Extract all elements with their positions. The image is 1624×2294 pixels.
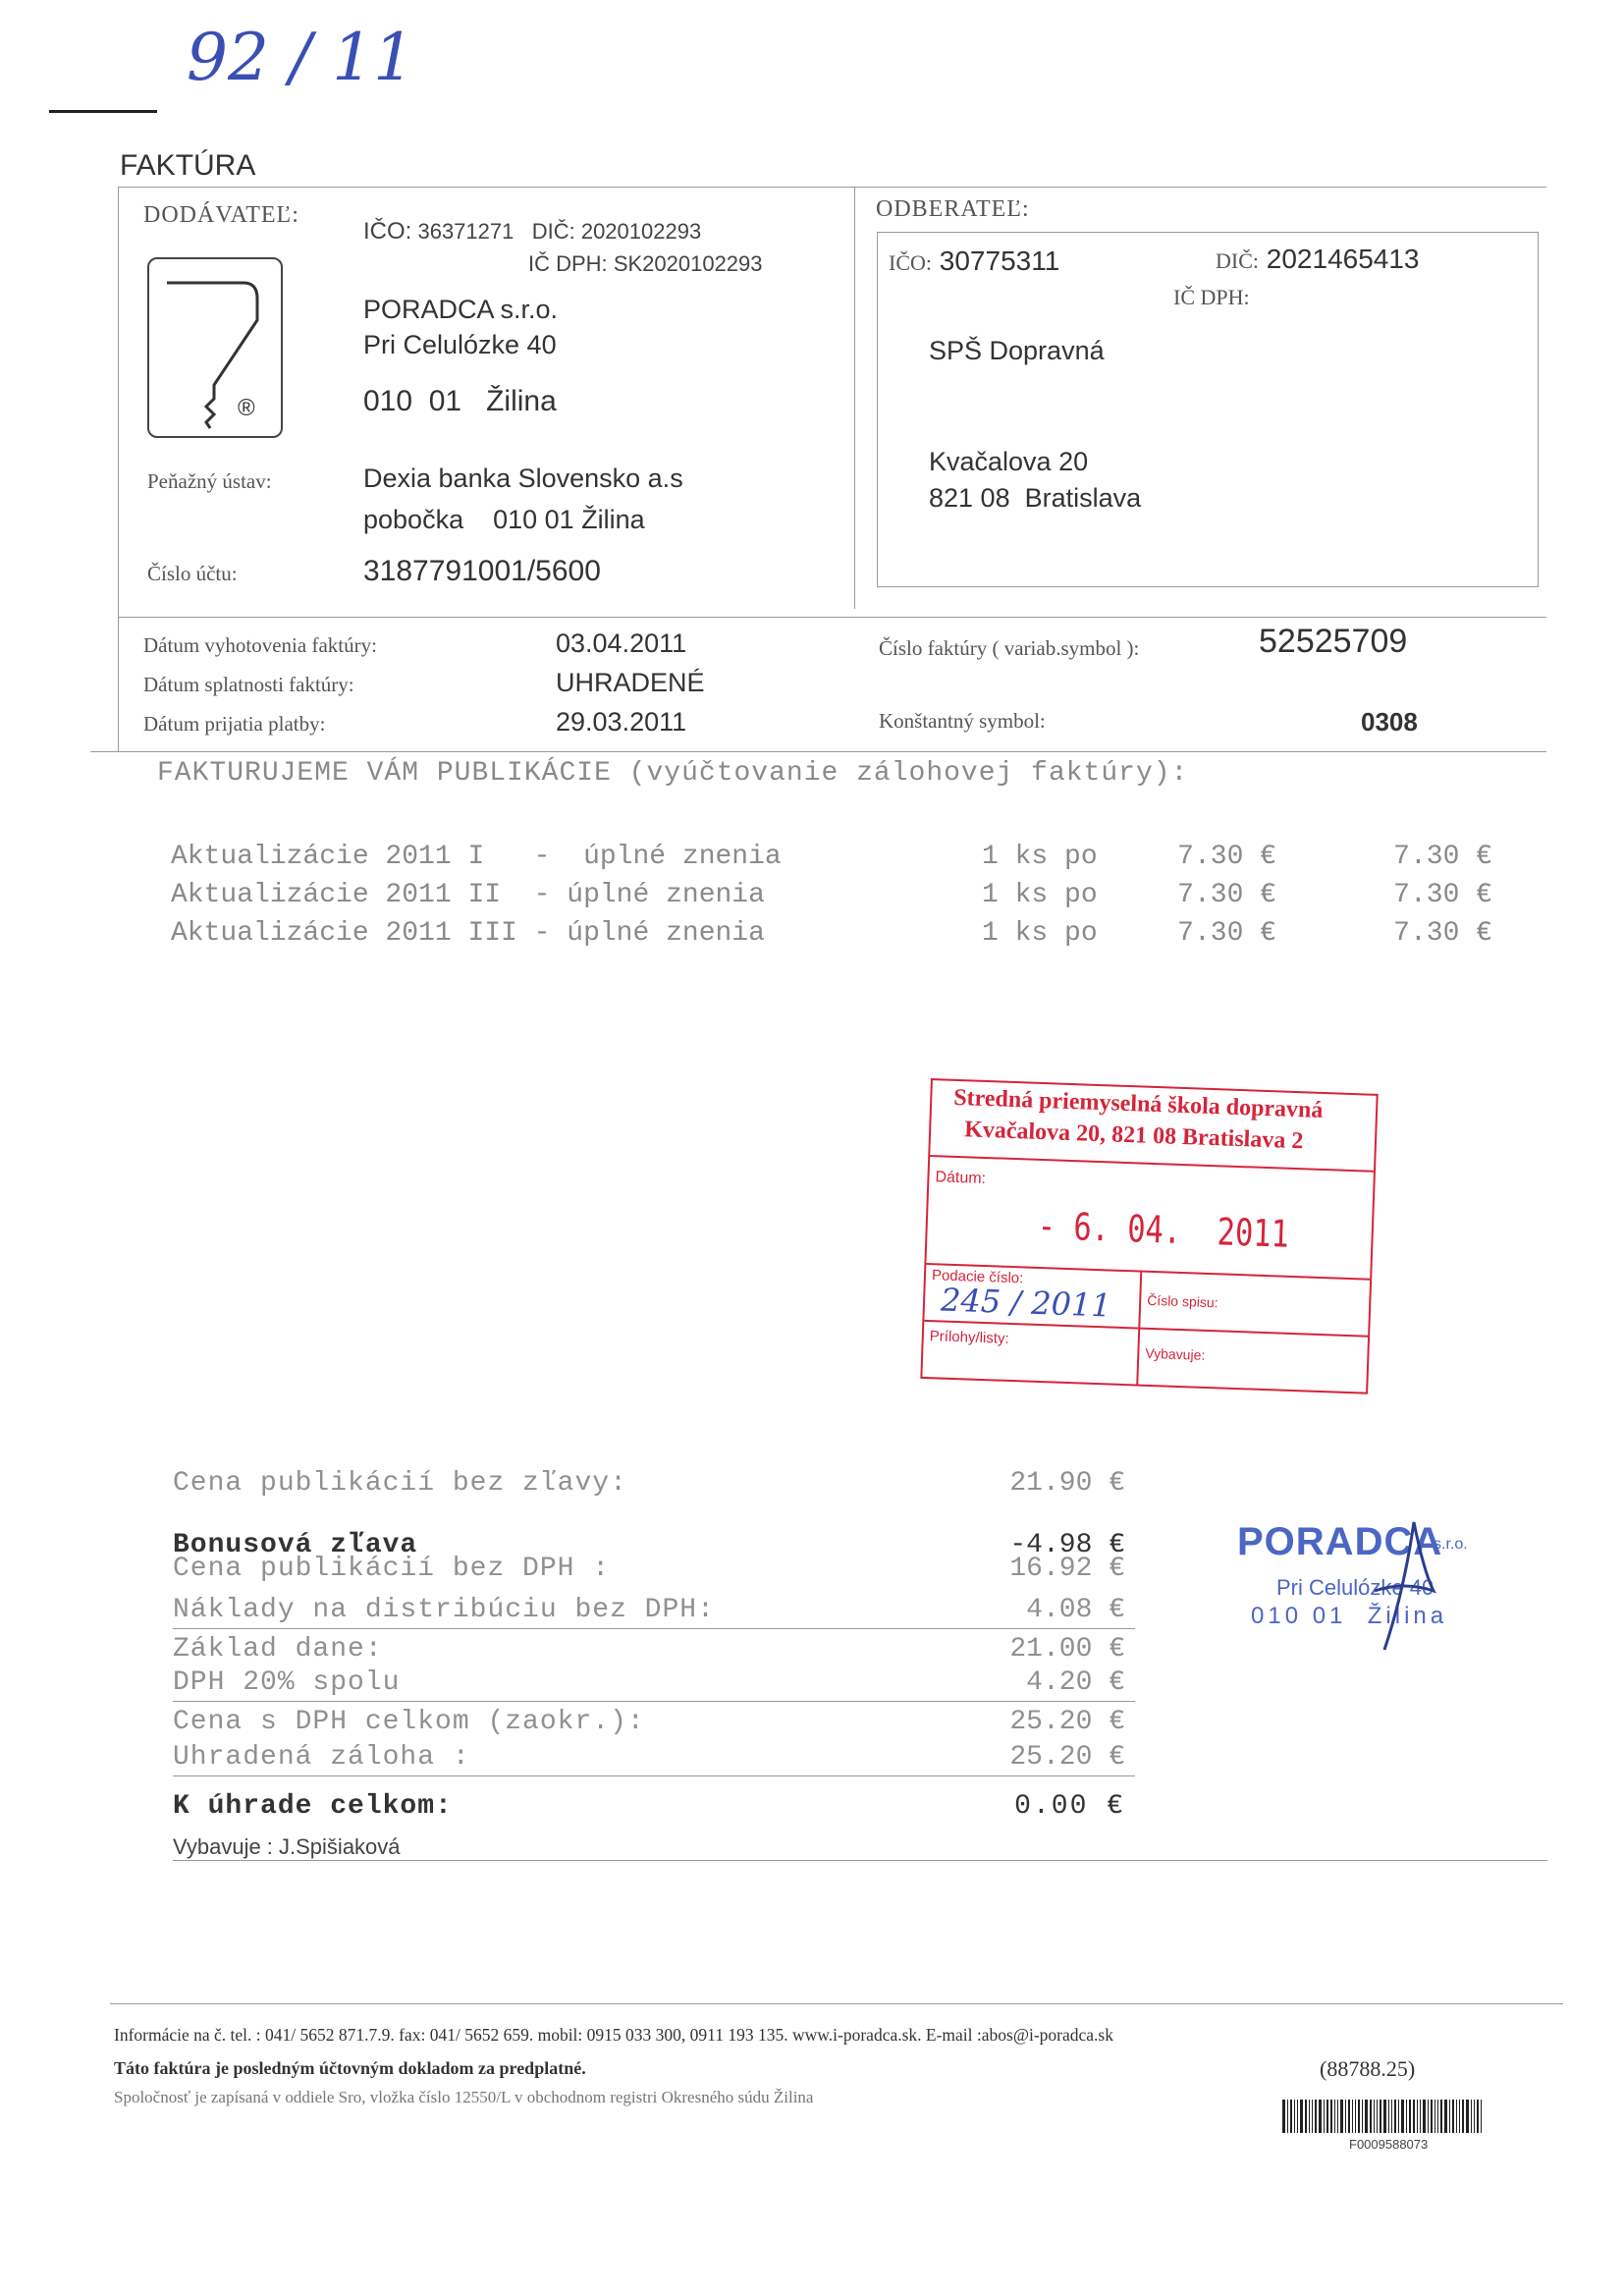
company-stamp-signature bbox=[1345, 1512, 1463, 1660]
barcode-bar bbox=[1459, 2100, 1460, 2133]
stamp-school-name: Stredná priemyselná škola dopravná bbox=[952, 1084, 1324, 1123]
barcode-bar bbox=[1370, 2100, 1372, 2133]
barcode-bar bbox=[1423, 2100, 1426, 2133]
item-unit-price: 7.30 € bbox=[1177, 842, 1276, 872]
supplier-icdph-value: SK2020102293 bbox=[613, 251, 763, 276]
barcode-bar bbox=[1466, 2100, 1469, 2133]
customer-ico-label: IČO: bbox=[889, 250, 932, 275]
barcode-bar bbox=[1282, 2100, 1285, 2133]
summary-label: Cena publikácií bez zľavy: bbox=[173, 1468, 627, 1499]
customer-ico-value: 30775311 bbox=[939, 246, 1060, 276]
supplier-city: 010 01 Žilina bbox=[363, 385, 557, 417]
stamp-prilohy-label: Prílohy/listy: bbox=[929, 1328, 1009, 1347]
company-stamp-street: Pri Celulózke 40 bbox=[1276, 1575, 1435, 1600]
supplier-icdph bbox=[528, 251, 763, 277]
barcode-bar bbox=[1462, 2100, 1464, 2133]
barcode-bar bbox=[1319, 2100, 1322, 2133]
summary-label: Základ dane: bbox=[173, 1634, 383, 1665]
barcode-bar bbox=[1394, 2100, 1396, 2133]
item-quantity: 1 ks po bbox=[982, 842, 1098, 872]
footer-contacts: Informácie na č. tel. : 041/ 5652 871.7.9. fax: 041/ 5652 659. mobil: 0915 033 300, 0911 193 135. www.i-poradca.sk. E-mail :abos@i-poradca.sk bbox=[114, 2025, 1113, 2045]
barcode-bar bbox=[1380, 2100, 1381, 2133]
item-quantity: 1 ks po bbox=[982, 880, 1098, 910]
item-quantity: 1 ks po bbox=[982, 918, 1098, 949]
customer-city: 821 08 Bratislava bbox=[929, 483, 1142, 513]
stamp-date-label: Dátum: bbox=[935, 1169, 987, 1188]
barcode-text: F0009588073 bbox=[1349, 2137, 1429, 2152]
total-label: K úhrade celkom: bbox=[173, 1791, 453, 1822]
barcode-bar bbox=[1428, 2100, 1429, 2133]
barcode-bar bbox=[1456, 2100, 1457, 2133]
stamp-rule-1 bbox=[930, 1155, 1374, 1173]
barcode-bar bbox=[1431, 2100, 1433, 2133]
vybavuje-name: Vybavuje : J.Spišiaková bbox=[173, 1834, 401, 1859]
header-bottom-rule bbox=[118, 617, 1546, 618]
barcode-bar bbox=[1326, 2100, 1328, 2133]
barcode-bar bbox=[1287, 2100, 1288, 2133]
stamp-date: - 6. 04. 2011 bbox=[1037, 1203, 1290, 1256]
barcode-bar bbox=[1345, 2100, 1346, 2133]
barcode-bar bbox=[1305, 2100, 1307, 2133]
supplier-street: Pri Celulózke 40 bbox=[363, 330, 557, 359]
barcode-bar bbox=[1290, 2100, 1292, 2133]
barcode-bar bbox=[1377, 2100, 1378, 2133]
supplier-ico-value: 36371271 bbox=[417, 219, 514, 244]
customer-heading: ODBERATEĽ: bbox=[876, 196, 1030, 222]
footer-register: Spoločnosť je zapísaná v oddiele Sro, vložka číslo 12550/L v obchodnom registri Okresného súdu Žilina bbox=[114, 2088, 814, 2106]
issue-date-label: Dátum vyhotovenia faktúry: bbox=[143, 633, 377, 657]
summary-end-rule bbox=[173, 1860, 1547, 1861]
barcode-bar bbox=[1388, 2100, 1389, 2133]
barcode-bar bbox=[1340, 2100, 1343, 2133]
barcode-bar bbox=[1417, 2100, 1418, 2133]
barcode-bar bbox=[1300, 2100, 1303, 2133]
barcode-bar bbox=[1365, 2100, 1368, 2133]
summary-label: DPH 20% spolu bbox=[173, 1667, 401, 1698]
constant-symbol: 0308 bbox=[1361, 707, 1418, 737]
barcode-bar bbox=[1413, 2100, 1415, 2133]
bank-name: Dexia banka Slovensko a.s bbox=[363, 464, 683, 493]
barcode-bar bbox=[1449, 2100, 1450, 2133]
barcode-bar bbox=[1312, 2100, 1313, 2133]
registered-mark: ® bbox=[238, 395, 255, 421]
barcode-bar bbox=[1440, 2100, 1442, 2133]
invoice-number: 52525709 bbox=[1259, 623, 1408, 660]
barcode-bar bbox=[1391, 2100, 1392, 2133]
barcode-bar bbox=[1355, 2100, 1356, 2133]
item-unit-price: 7.30 € bbox=[1177, 918, 1276, 949]
summary-label: Cena s DPH celkom (zaokr.): bbox=[173, 1707, 645, 1737]
stamp-spis-label: Číslo spisu: bbox=[1146, 1291, 1218, 1311]
customer-dic-label: DIČ: bbox=[1216, 248, 1259, 273]
item-total: 7.30 € bbox=[1393, 842, 1492, 872]
footer-code: (88788.25) bbox=[1320, 2056, 1416, 2081]
barcode-bar bbox=[1477, 2100, 1479, 2133]
header-top-rule bbox=[118, 187, 1546, 188]
poradca-logo bbox=[147, 257, 283, 438]
due-date: UHRADENÉ bbox=[556, 668, 705, 697]
issue-date: 03.04.2011 bbox=[556, 628, 687, 658]
stamp-podacie-value: 245 / 2011 bbox=[940, 1281, 1112, 1325]
left-frame bbox=[118, 187, 119, 751]
item-description: Aktualizácie 2011 II - úplné znenia bbox=[171, 880, 765, 910]
summary-value: 25.20 € bbox=[1009, 1707, 1125, 1737]
invoice-intro: FAKTURUJEME VÁM PUBLIKÁCIE (vyúčtovanie zálohovej faktúry): bbox=[157, 758, 1189, 789]
supplier-heading: DODÁVATEĽ: bbox=[143, 202, 299, 228]
constant-symbol-label: Konštantný symbol: bbox=[879, 709, 1046, 733]
summary-value: 4.20 € bbox=[1026, 1667, 1125, 1698]
barcode-bar bbox=[1362, 2100, 1363, 2133]
barcode-bar bbox=[1334, 2100, 1335, 2133]
barcode-bar bbox=[1437, 2100, 1438, 2133]
summary-rule bbox=[173, 1628, 1135, 1629]
barcode-bar bbox=[1294, 2100, 1295, 2133]
barcode-bar bbox=[1471, 2100, 1472, 2133]
company-stamp-brand: PORADCA bbox=[1237, 1520, 1443, 1563]
payment-date: 29.03.2011 bbox=[556, 707, 687, 737]
supplier-icdph-label: IČ DPH: bbox=[528, 251, 608, 276]
barcode-bar bbox=[1330, 2100, 1332, 2133]
barcode-bar bbox=[1348, 2100, 1350, 2133]
handwritten-underline bbox=[49, 110, 157, 113]
company-stamp-sro: s.r.o. bbox=[1434, 1536, 1468, 1553]
summary-value: 21.00 € bbox=[1009, 1634, 1125, 1665]
total-value: 0.00 € bbox=[1014, 1791, 1125, 1822]
barcode bbox=[1282, 2100, 1561, 2135]
barcode-bar bbox=[1358, 2100, 1360, 2133]
supplier-ico-label: IČO: bbox=[363, 218, 412, 245]
footer-note: Táto faktúra je posledným účtovným dokladom za predplatné. bbox=[114, 2058, 586, 2078]
barcode-bar bbox=[1315, 2100, 1317, 2133]
barcode-bar bbox=[1420, 2100, 1421, 2133]
item-total: 7.30 € bbox=[1393, 918, 1492, 949]
barcode-bar bbox=[1383, 2100, 1386, 2133]
summary-rule bbox=[173, 1701, 1135, 1702]
barcode-bar bbox=[1406, 2100, 1407, 2133]
item-unit-price: 7.30 € bbox=[1177, 880, 1276, 910]
stamp-school-address: Kvačalova 20, 821 08 Bratislava 2 bbox=[963, 1117, 1304, 1155]
barcode-bar bbox=[1452, 2100, 1454, 2133]
company-stamp-city: 010 01 Žilina bbox=[1251, 1603, 1448, 1629]
barcode-bar bbox=[1474, 2100, 1475, 2133]
barcode-bar bbox=[1352, 2100, 1353, 2133]
barcode-bar bbox=[1398, 2100, 1399, 2133]
barcode-bar bbox=[1374, 2100, 1375, 2133]
handwritten-reference: 92 / 11 bbox=[187, 20, 415, 95]
supplier-ico bbox=[363, 218, 701, 246]
summary-value: 25.20 € bbox=[1009, 1742, 1125, 1773]
logo-graphic bbox=[149, 259, 281, 436]
item-total: 7.30 € bbox=[1393, 880, 1492, 910]
customer-street: Kvačalova 20 bbox=[929, 447, 1089, 476]
summary-rule bbox=[173, 1775, 1135, 1776]
footer-top-rule bbox=[110, 2003, 1563, 2004]
dates-bottom-rule bbox=[90, 751, 1546, 752]
due-date-label: Dátum splatnosti faktúry: bbox=[143, 673, 354, 696]
barcode-bar bbox=[1309, 2100, 1310, 2133]
barcode-bar bbox=[1297, 2100, 1298, 2133]
summary-label: Cena publikácií bez DPH : bbox=[173, 1554, 611, 1584]
document-title: FAKTÚRA bbox=[120, 149, 256, 182]
customer-dic bbox=[1216, 244, 1420, 275]
payment-date-label: Dátum prijatia platby: bbox=[143, 712, 326, 736]
barcode-bar bbox=[1337, 2100, 1338, 2133]
customer-name: SPŠ Dopravná bbox=[929, 336, 1105, 365]
barcode-bar bbox=[1444, 2100, 1447, 2133]
summary-value: 16.92 € bbox=[1009, 1554, 1125, 1584]
customer-ico bbox=[889, 246, 1059, 277]
supplier-name: PORADCA s.r.o. bbox=[363, 295, 559, 324]
customer-dic-value: 2021465413 bbox=[1266, 244, 1420, 274]
barcode-bar bbox=[1324, 2100, 1325, 2133]
header-divider bbox=[854, 187, 855, 609]
barcode-bar bbox=[1401, 2100, 1404, 2133]
account-number: 3187791001/5600 bbox=[363, 555, 601, 587]
account-label: Číslo účtu: bbox=[147, 562, 238, 585]
summary-value: 21.90 € bbox=[1009, 1468, 1125, 1499]
stamp-podacie-label: Podacie číslo: bbox=[931, 1267, 1024, 1287]
supplier-dic-label: DIČ: bbox=[531, 219, 575, 244]
supplier-dic-value: 2020102293 bbox=[580, 219, 702, 244]
invoice-number-label: Číslo faktúry ( variab.symbol ): bbox=[879, 636, 1140, 660]
bank-branch: pobočka 010 01 Žilina bbox=[363, 505, 645, 534]
company-stamp bbox=[1237, 1520, 1492, 1658]
customer-icdph-label: IČ DPH: bbox=[1173, 285, 1250, 309]
item-description: Aktualizácie 2011 I - úplné znenia bbox=[171, 842, 782, 872]
bank-label: Peňažný ústav: bbox=[147, 469, 272, 493]
summary-value: -4.98 € bbox=[1009, 1530, 1125, 1560]
summary-label: Náklady na distribúciu bez DPH: bbox=[173, 1595, 715, 1625]
summary-value: 4.08 € bbox=[1026, 1595, 1125, 1625]
barcode-bar bbox=[1409, 2100, 1411, 2133]
summary-label: Bonusová zľava bbox=[173, 1530, 418, 1560]
summary-label: Uhradená záloha : bbox=[173, 1742, 470, 1773]
stamp-vybavuje-label: Vybavuje: bbox=[1145, 1344, 1206, 1363]
registry-stamp bbox=[920, 1078, 1378, 1394]
barcode-bar bbox=[1481, 2100, 1482, 2133]
item-description: Aktualizácie 2011 III - úplné znenia bbox=[171, 918, 765, 949]
